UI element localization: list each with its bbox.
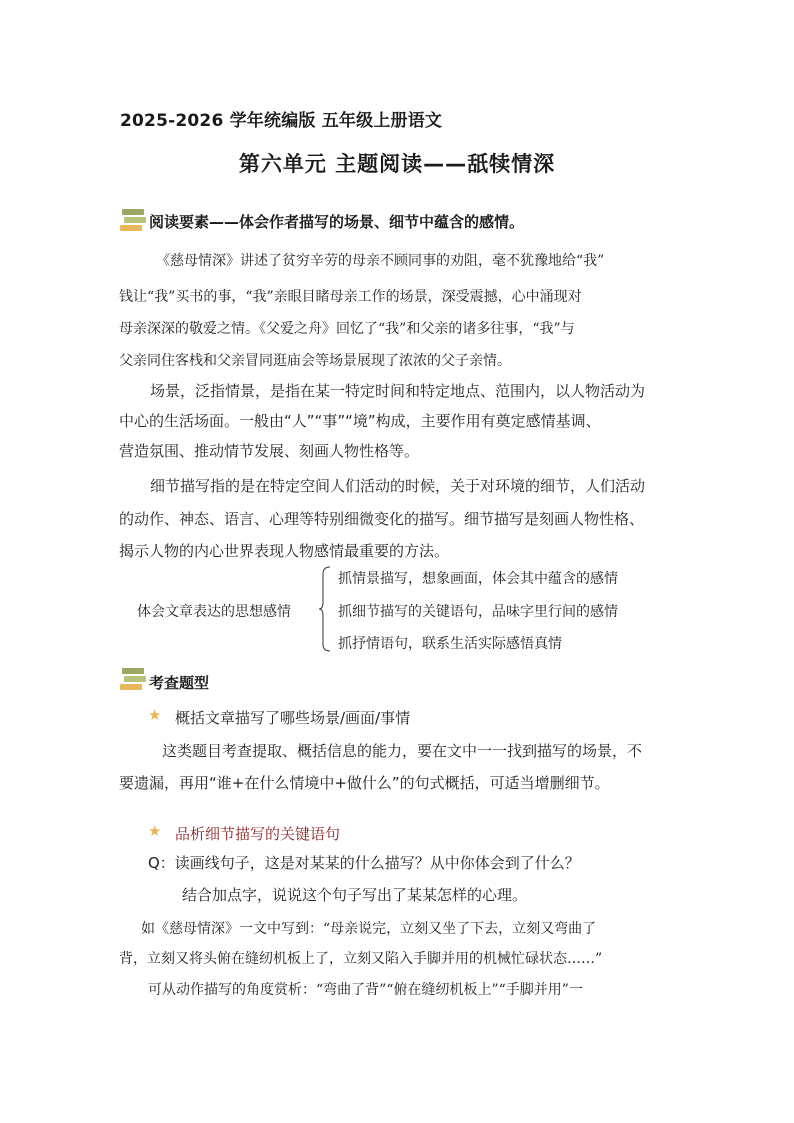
books-icon [120, 209, 146, 231]
para2-line3: 营造氛围、推动情节发展、刻画人物性格等。 [119, 442, 420, 460]
para1-line4: 父亲同住客栈和父亲冒同逛庙会等场景展现了浓浓的父子亲情。 [119, 353, 511, 369]
item1-heading: 概括文章描写了哪些场景/画面/事情 [175, 709, 411, 727]
example-line1: 如《慈母情深》一文中写到：“母亲说完，立刻又坐了下去，立刻又弯曲了 [141, 921, 597, 937]
para1-line3: 母亲深深的敬爱之情。《父爱之舟》回忆了“我”和父亲的诸多往事，“我”与 [119, 321, 575, 337]
item1-line2: 要遗漏，再用“谁+在什么情境中+做什么”的句式概括，可适当增删细节。 [119, 774, 610, 792]
document-header: 2025-2026 学年统编版 五年级上册语文 [120, 111, 443, 131]
section-question-types-title: 考查题型 [149, 674, 210, 692]
para3-line3: 揭示人物的内心世界表现人物感情最重要的方法。 [119, 542, 450, 560]
para3-line1: 细节描写指的是在特定空间人们活动的时候，关于对环境的细节，人们活动 [150, 477, 646, 495]
star-icon: ★ [148, 822, 162, 840]
para2-line2: 中心的生活场面。一般由“人”“事”“境”构成，主要作用有奠定感情基调、 [119, 412, 601, 430]
example-line3: 可从动作描写的角度赏析：“弯曲了背”“俯在缝纫机板上”“手脚并用”一 [148, 982, 583, 998]
item2-question-2: 结合加点字，说说这个句子写出了某某怎样的心理。 [182, 886, 528, 904]
unit-title: 第六单元 主题阅读——舐犊情深 [238, 152, 556, 176]
diagram-branch-1: 抓情景描写，想象画面，体会其中蕴含的感情 [338, 571, 618, 587]
para1-line2: 钱让“我”买书的事，“我”亲眼目睹母亲工作的场景，深受震撼，心中涌现对 [119, 289, 582, 305]
books-icon [120, 668, 146, 690]
item2-question: Q：读画线句子，这是对某某的什么描写？从中你体会到了什么？ [148, 854, 580, 872]
para1-line1: 《慈母情深》讲述了贫穷辛劳的母亲不顾同事的劝阻，毫不犹豫地给“我” [156, 253, 605, 269]
para3-line2: 的动作、神态、语言、心理等特别细微变化的描写。细节描写是刻画人物性格、 [119, 510, 645, 528]
example-line2: 背，立刻又将头俯在缝纫机板上了，立刻又陷入手脚并用的机械忙碌状态……” [119, 951, 603, 967]
diagram-branch-2: 抓细节描写的关键语句，品味字里行间的感情 [338, 604, 618, 620]
brace-connector [319, 566, 331, 652]
section-reading-elements-title: 阅读要素——体会作者描写的场景、细节中蕴含的感情。 [149, 213, 525, 231]
item1-line1: 这类题目考查提取、概括信息的能力，要在文中一一找到描写的场景，不 [162, 742, 643, 760]
item2-heading: 品析细节描写的关键语句 [175, 825, 341, 843]
diagram-root: 体会文章表达的思想感情 [137, 604, 291, 620]
star-icon: ★ [148, 706, 162, 724]
para2-line1: 场景，泛指情景，是指在某一特定时间和特定地点、范围内，以人物活动为 [150, 382, 646, 400]
diagram-branch-3: 抓抒情语句，联系生活实际感悟真情 [338, 636, 562, 652]
